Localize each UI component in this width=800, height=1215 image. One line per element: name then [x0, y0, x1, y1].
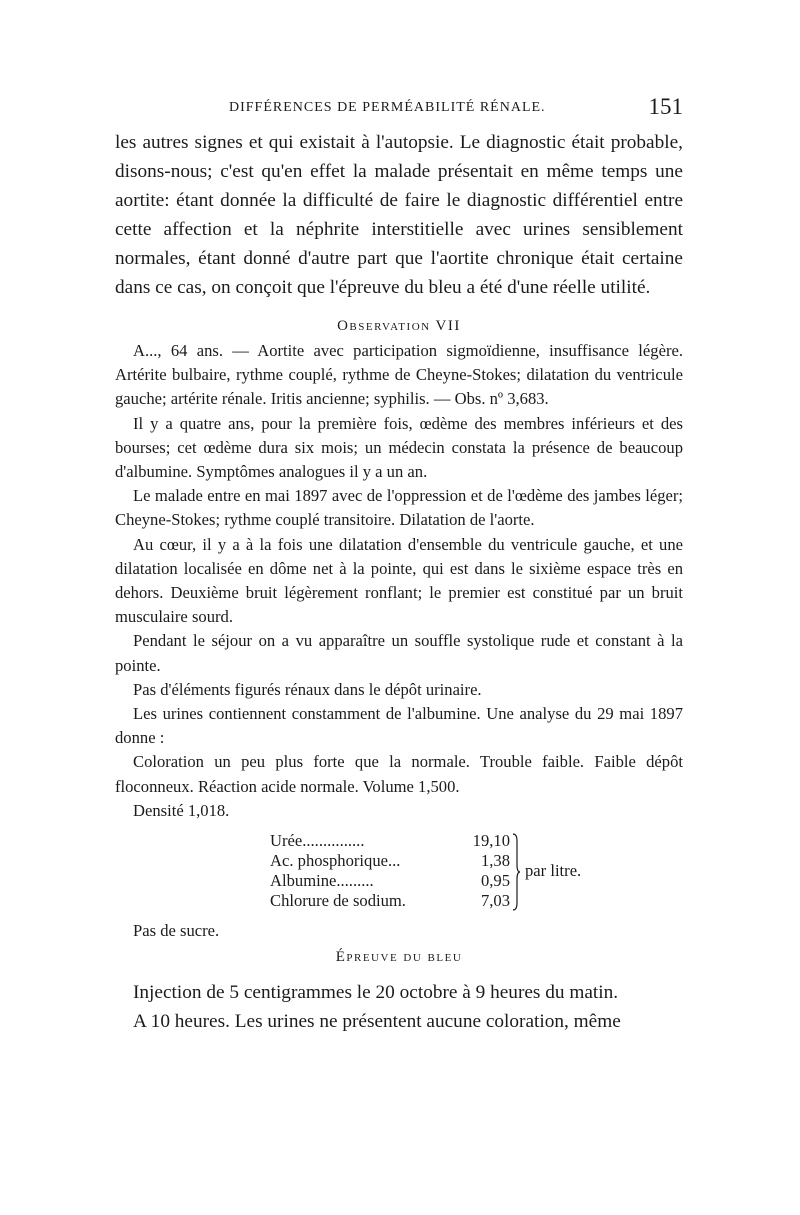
- epreuve-section: [115, 978, 683, 1036]
- running-title: DIFFÉRENCES DE PERMÉABILITÉ RÉNALE.: [229, 100, 546, 115]
- after-analysis-section: [115, 919, 683, 943]
- urine-analysis-table: [115, 831, 683, 919]
- analysis-name: Ac. phosphorique...: [270, 851, 401, 871]
- observation-section: [115, 339, 683, 823]
- observation-paragraph-6: Les urines contiennent constamment de l'albumine. Une analyse du 29 mai 1897 donne :: [115, 704, 683, 748]
- observation-paragraph-2: Le malade entre en mai 1897 avec de l'oppression et de l'œdème des jambes léger; Cheyne-Stokes; rythme couplé transitoire. Dilatation de l'aorte.: [115, 486, 683, 530]
- observation-paragraph-5: Pas d'éléments figurés rénaux dans le dépôt urinaire.: [133, 679, 482, 699]
- intro-paragraph: les autres signes et qui existait à l'autopsie. Le diagnostic était probable, disons-nous; c'est qu'en effet la malade présentait en même temps une aortite: étant donnée la difficulté de faire le diagnostic différentiel entre cette affection et la néphrite interstitielle avec urines sensiblement normales, étant donné d'autre part que l'aortite chronique était certaine dans ce cas, on conçoit que l'épreuve du bleu a été d'une réelle utilité.: [115, 132, 683, 298]
- intro-section: [115, 128, 683, 302]
- observation-paragraph-4: Pendant le séjour on a vu apparaître un souffle systolique rude et constant à la pointe.: [115, 631, 683, 675]
- analysis-unit: par litre.: [525, 861, 582, 881]
- observation-paragraph-7: Coloration un peu plus forte que la normale. Trouble faible. Faible dépôt floconneux. Réaction acide normale. Volume 1,500.: [115, 752, 683, 796]
- analysis-value: 19,10: [472, 831, 510, 851]
- observation-paragraph-3: Au cœur, il y a à la fois une dilatation d'ensemble du ventricule gauche, et une dilatation localisée en dôme net à la pointe, qui est dans le sixième espace très en dehors. Deuxième bruit légèrement ronflant; le premier est constitué par un bruit musculaire sourd.: [115, 534, 683, 627]
- observation-paragraph-8: Densité 1,018.: [133, 800, 230, 820]
- no-sugar-note: Pas de sucre.: [133, 921, 220, 941]
- analysis-value: 1,38: [480, 851, 510, 871]
- analysis-name: Urée...............: [270, 831, 365, 851]
- analysis-value: 7,03: [480, 891, 510, 911]
- observation-heading: Observation VII: [337, 318, 461, 334]
- epreuve-paragraph-1: Injection de 5 centigrammes le 20 octobre à 9 heures du matin.: [133, 982, 619, 1004]
- page-number: 151: [648, 94, 683, 119]
- page-header: [115, 94, 685, 122]
- page-body: [115, 128, 683, 1036]
- analysis-name: Albumine.........: [270, 871, 374, 891]
- epreuve-paragraph-2: A 10 heures. Les urines ne présentent aucune coloration, même: [133, 1011, 621, 1033]
- analysis-value: 0,95: [480, 871, 510, 891]
- observation-paragraph-1: Il y a quatre ans, pour la première fois, œdème des membres inférieurs et des bourses; cet œdème dura six mois; un médecin constata la présence de beaucoup d'albumine. Symptômes analogues il y a un an.: [115, 413, 683, 482]
- epreuve-heading: Épreuve du bleu: [335, 949, 463, 966]
- analysis-name: Chlorure de sodium.: [270, 891, 406, 911]
- curly-brace-icon: [512, 833, 520, 911]
- observation-summary: A..., 64 ans. — Aortite avec participation sigmoïdienne, insuffisance légère. Artérite bulbaire, rythme couplé, rythme de Cheyne-Stokes; dilatation du ventricule gauche; artérite rénale. Iritis ancienne; syphilis. — Obs. nº 3,683.: [115, 341, 683, 409]
